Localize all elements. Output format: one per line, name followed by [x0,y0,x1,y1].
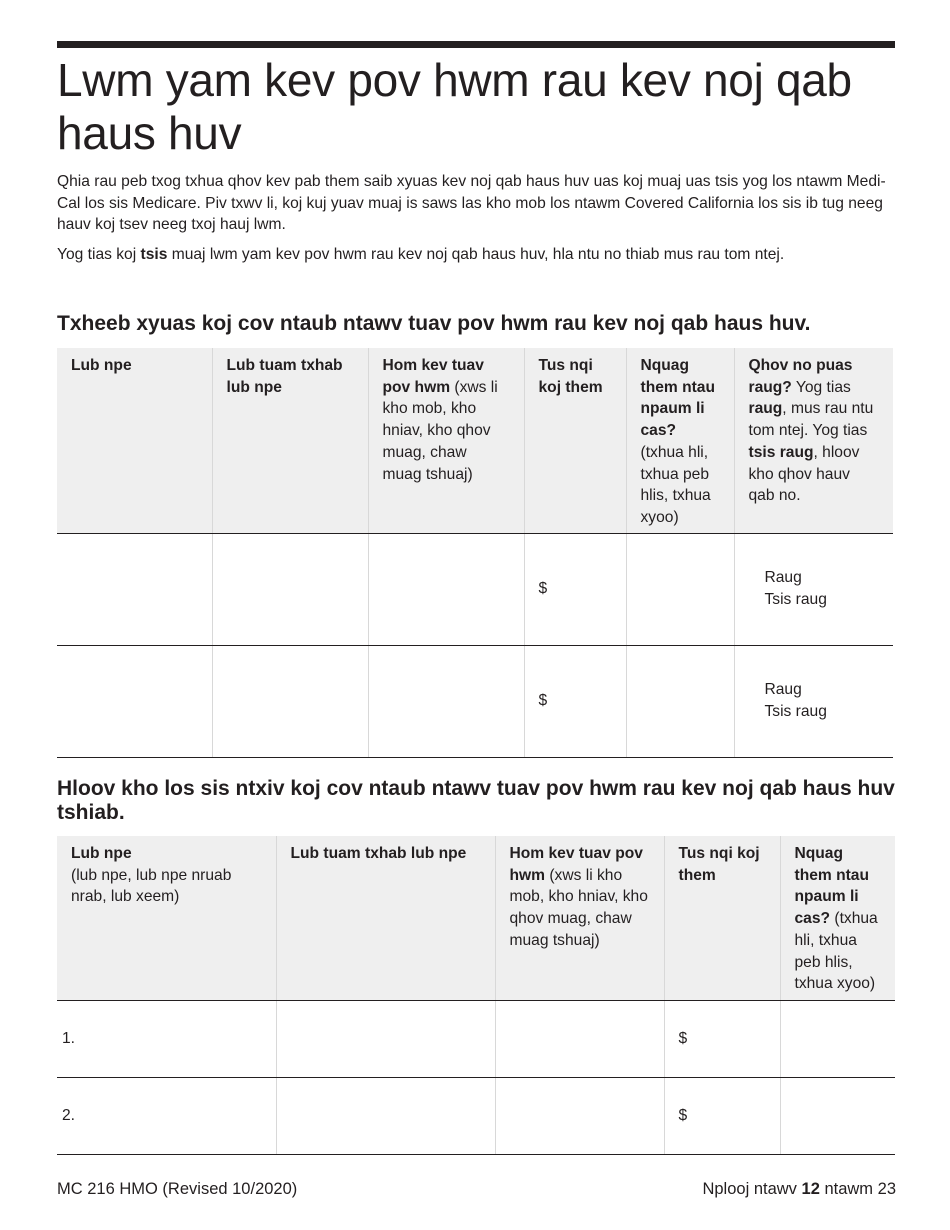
name-field[interactable] [57,645,212,757]
section1-heading: Txheeb xyuas koj cov ntaub ntawv tuav pov hwm rau kev noj qab haus huv. [57,312,811,335]
company-field[interactable] [276,1077,495,1154]
row-number: 1. [62,1029,76,1047]
frequency-field[interactable] [780,1077,895,1154]
valid-choice [734,533,893,645]
option-tsis-raug[interactable]: Tsis raug [764,703,827,720]
col-header-cost: Tus nqi koj them [664,836,780,1000]
cost-field[interactable] [664,1077,780,1154]
option-raug[interactable]: Raug [764,569,802,587]
col-header-name: Lub npe [57,348,212,533]
intro-paragraph: Qhia rau peb txog txhua qhov kev pab them saib xyuas kev noj qab haus huv uas koj muaj uas tsis yog los ntawm Medi-Cal los sis Medicare. Piv txwv li, koj kuj yuav muaj is saws las kho mob los ntawm Covered California los sis ib tug neeg hauv koj tsev neeg txoj hauj lwm. [57,173,886,233]
valid-choice [734,645,893,757]
col-header-cost: Tus nqi koj them [524,348,626,533]
name-field[interactable] [57,533,212,645]
col-header-type: Hom kev tuav pov hwm (xws li kho mob, kho hniav, kho qhov muag, chaw muag tshuaj) [368,348,524,533]
type-field[interactable] [368,533,524,645]
table-row [57,645,893,757]
col-header-name: Lub npe (lub npe, lub npe nruab nrab, lub xeem) [57,836,276,1000]
col-header-type: Hom kev tuav pov hwm (xws li kho mob, kho hniav, kho qhov muag, chaw muag tshuaj) [495,836,664,1000]
new-insurance-table [57,836,895,1155]
cost-field[interactable] [664,1000,780,1077]
top-rule [57,41,895,48]
option-tsis-raug[interactable]: Tsis raug [764,591,827,608]
type-field[interactable] [495,1077,664,1154]
col-header-valid: Qhov no puas raug? Yog tias raug, mus rau ntu tom ntej. Yog tias tsis raug, hloov kho qhov hauv qab no. [734,348,893,533]
company-field[interactable] [212,645,368,757]
col-header-frequency: Nquag them ntau npaum li cas? (txhua hli, txhua peb hlis, txhua xyoo) [626,348,734,533]
col-header-company: Lub tuam txhab lub npe [276,836,495,1000]
document-page [57,0,895,1230]
col-header-company: Lub tuam txhab lub npe [212,348,368,533]
currency-symbol: $ [538,692,548,710]
skip-instruction: Yog tias koj tsis muaj lwm yam kev pov hwm rau kev noj qab haus huv, hla ntu no thiab mus rau tom ntej. [57,246,785,263]
company-field[interactable] [212,533,368,645]
frequency-field[interactable] [626,533,734,645]
currency-symbol: $ [538,580,548,598]
col-header-frequency: Nquag them ntau npaum li cas? (txhua hli, txhua peb hlis, txhua xyoo) [780,836,895,1000]
company-field[interactable] [276,1000,495,1077]
name-field[interactable] [57,1000,276,1077]
type-field[interactable] [368,645,524,757]
cost-field[interactable] [524,645,626,757]
section2-heading: Hloov kho los sis ntxiv koj cov ntaub ntawv tuav pov hwm rau kev noj qab haus huv tshiab. [57,777,895,824]
frequency-field[interactable] [626,645,734,757]
currency-symbol: $ [678,1029,688,1047]
table-row [57,1077,895,1154]
name-field[interactable] [57,1077,276,1154]
page-title: Lwm yam kev pov hwm rau kev noj qab haus huv [57,54,852,159]
cost-field[interactable] [524,533,626,645]
option-raug[interactable]: Raug [764,681,802,699]
form-id: MC 216 HMO (Revised 10/2020) [57,1180,298,1198]
current-insurance-table [57,348,893,758]
type-field[interactable] [495,1000,664,1077]
table-row [57,533,893,645]
row-number: 2. [62,1106,76,1124]
frequency-field[interactable] [780,1000,895,1077]
table-row [57,1000,895,1077]
page-number: Nplooj ntawv 12 ntawm 23 [702,1180,896,1198]
currency-symbol: $ [678,1106,688,1124]
